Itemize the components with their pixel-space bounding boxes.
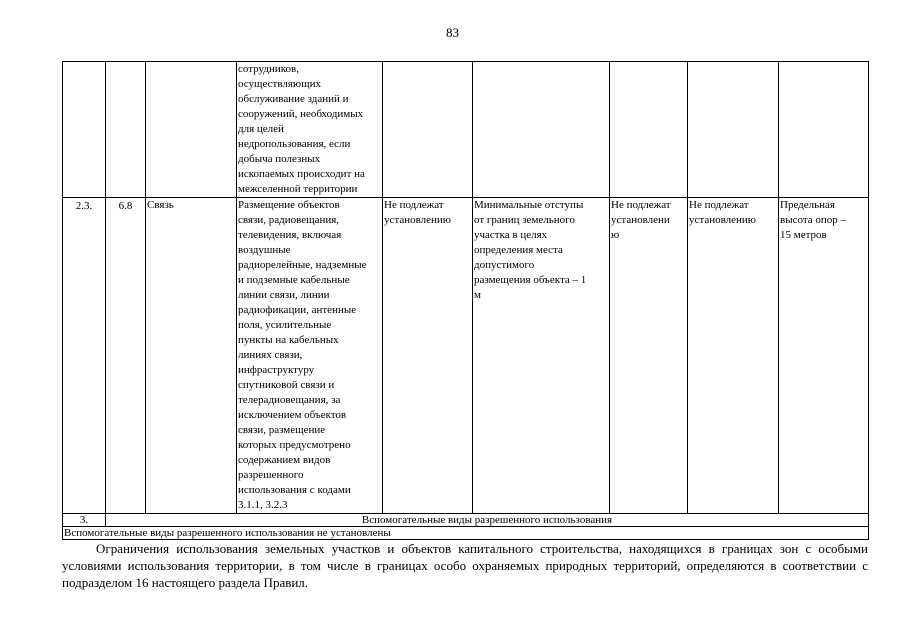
cell-col5	[383, 198, 473, 514]
cell-line: сотрудников,	[238, 63, 299, 75]
cell-line: от границ земельного	[474, 214, 575, 226]
cell-line: поля, усилительные	[238, 319, 332, 331]
cell-line: Предельная	[780, 199, 835, 211]
cell-line: спутниковой связи и	[238, 379, 335, 391]
cell-line: радиофикации, антенные	[238, 304, 357, 316]
cell-section-title: Вспомогательные виды разрешенного использования	[106, 514, 869, 527]
cell-line: содержанием видов	[238, 454, 331, 466]
cell-line: Минимальные отступы	[474, 199, 584, 211]
cell-number	[63, 62, 106, 198]
cell-line: линиях связи,	[238, 349, 303, 361]
cell-note: Вспомогательные виды разрешенного использования не установлены	[63, 527, 869, 540]
cell-line: 15 метров	[780, 229, 827, 241]
cell-line: участка в целях	[474, 229, 548, 241]
cell-col8	[688, 198, 779, 514]
cell-line: телевидения, включая	[238, 229, 342, 241]
cell-line: недропользования, если	[238, 138, 351, 150]
cell-description	[237, 62, 383, 198]
cell-col5	[383, 62, 473, 198]
cell-line: размещения объекта – 1	[474, 274, 587, 286]
cell-line: которых предусмотрено	[238, 439, 351, 451]
cell-line: использования с кодами	[238, 484, 351, 496]
cell-section-number: 3.	[63, 514, 106, 527]
cell-line: линии связи, линии	[238, 289, 330, 301]
table-row-2-3	[63, 198, 869, 514]
cell-code: 6.8	[106, 198, 146, 514]
cell-line: осуществляющих	[238, 78, 321, 90]
cell-line: для целей	[238, 123, 284, 135]
cell-line: связи, размещение	[238, 424, 326, 436]
cell-line: межселенной территории	[238, 183, 358, 195]
cell-line: установлению	[689, 214, 757, 226]
cell-line: пункты на кабельных	[238, 334, 339, 346]
cell-col6	[473, 198, 610, 514]
cell-line: Не подлежат	[611, 199, 671, 211]
cell-col7	[610, 198, 688, 514]
cell-line: и подземные кабельные	[238, 274, 350, 286]
cell-description	[237, 198, 383, 514]
page-number: 83	[446, 25, 459, 40]
cell-line: инфраструктуру	[238, 364, 315, 376]
cell-line: воздушные	[238, 244, 291, 256]
cell-line: 3.1.1, 3.2.3	[238, 499, 288, 511]
land-use-table	[62, 61, 869, 540]
cell-line: установлени	[611, 214, 670, 226]
cell-col9	[779, 62, 869, 198]
cell-line: Не подлежат	[384, 199, 444, 211]
cell-line: радиорелейные, надземные	[238, 259, 367, 271]
cell-line: Размещение объектов	[238, 199, 340, 211]
cell-line: обслуживание зданий и	[238, 93, 349, 105]
cell-name: Связь	[146, 198, 237, 514]
cell-line: добыча полезных	[238, 153, 321, 165]
cell-line: ю	[611, 229, 620, 241]
cell-line: исключением объектов	[238, 409, 347, 421]
cell-line: определения места	[474, 244, 563, 256]
restrictions-paragraph: Ограничения использования земельных участков и объектов капитального строительства, находящихся в границах зон с особыми условиями использования территории, в том числе в границах особо охраняемых природных территорий, определяются в соответствии с подразделом 16 настоящего раздела Правил.	[62, 541, 868, 590]
cell-line: телерадиовещания, за	[238, 394, 341, 406]
cell-line: сооружений, необходимых	[238, 108, 364, 120]
cell-line: высота опор –	[780, 214, 847, 226]
cell-line: допустимого	[474, 259, 535, 271]
cell-line: установлению	[384, 214, 452, 226]
cell-line: связи, радиовещания,	[238, 214, 340, 226]
cell-line: ископаемых происходит на	[238, 168, 365, 180]
cell-number: 2.3.	[63, 198, 106, 514]
cell-line: Не подлежат	[689, 199, 749, 211]
cell-line: разрешенного	[238, 469, 304, 481]
cell-col9	[779, 198, 869, 514]
table-row-section-3	[63, 514, 869, 527]
table-row-continuation	[63, 62, 869, 198]
cell-col6	[473, 62, 610, 198]
cell-col8	[688, 62, 779, 198]
table-row-note	[63, 527, 869, 540]
cell-col7	[610, 62, 688, 198]
cell-line: м	[474, 289, 481, 301]
cell-code	[106, 62, 146, 198]
cell-name	[146, 62, 237, 198]
